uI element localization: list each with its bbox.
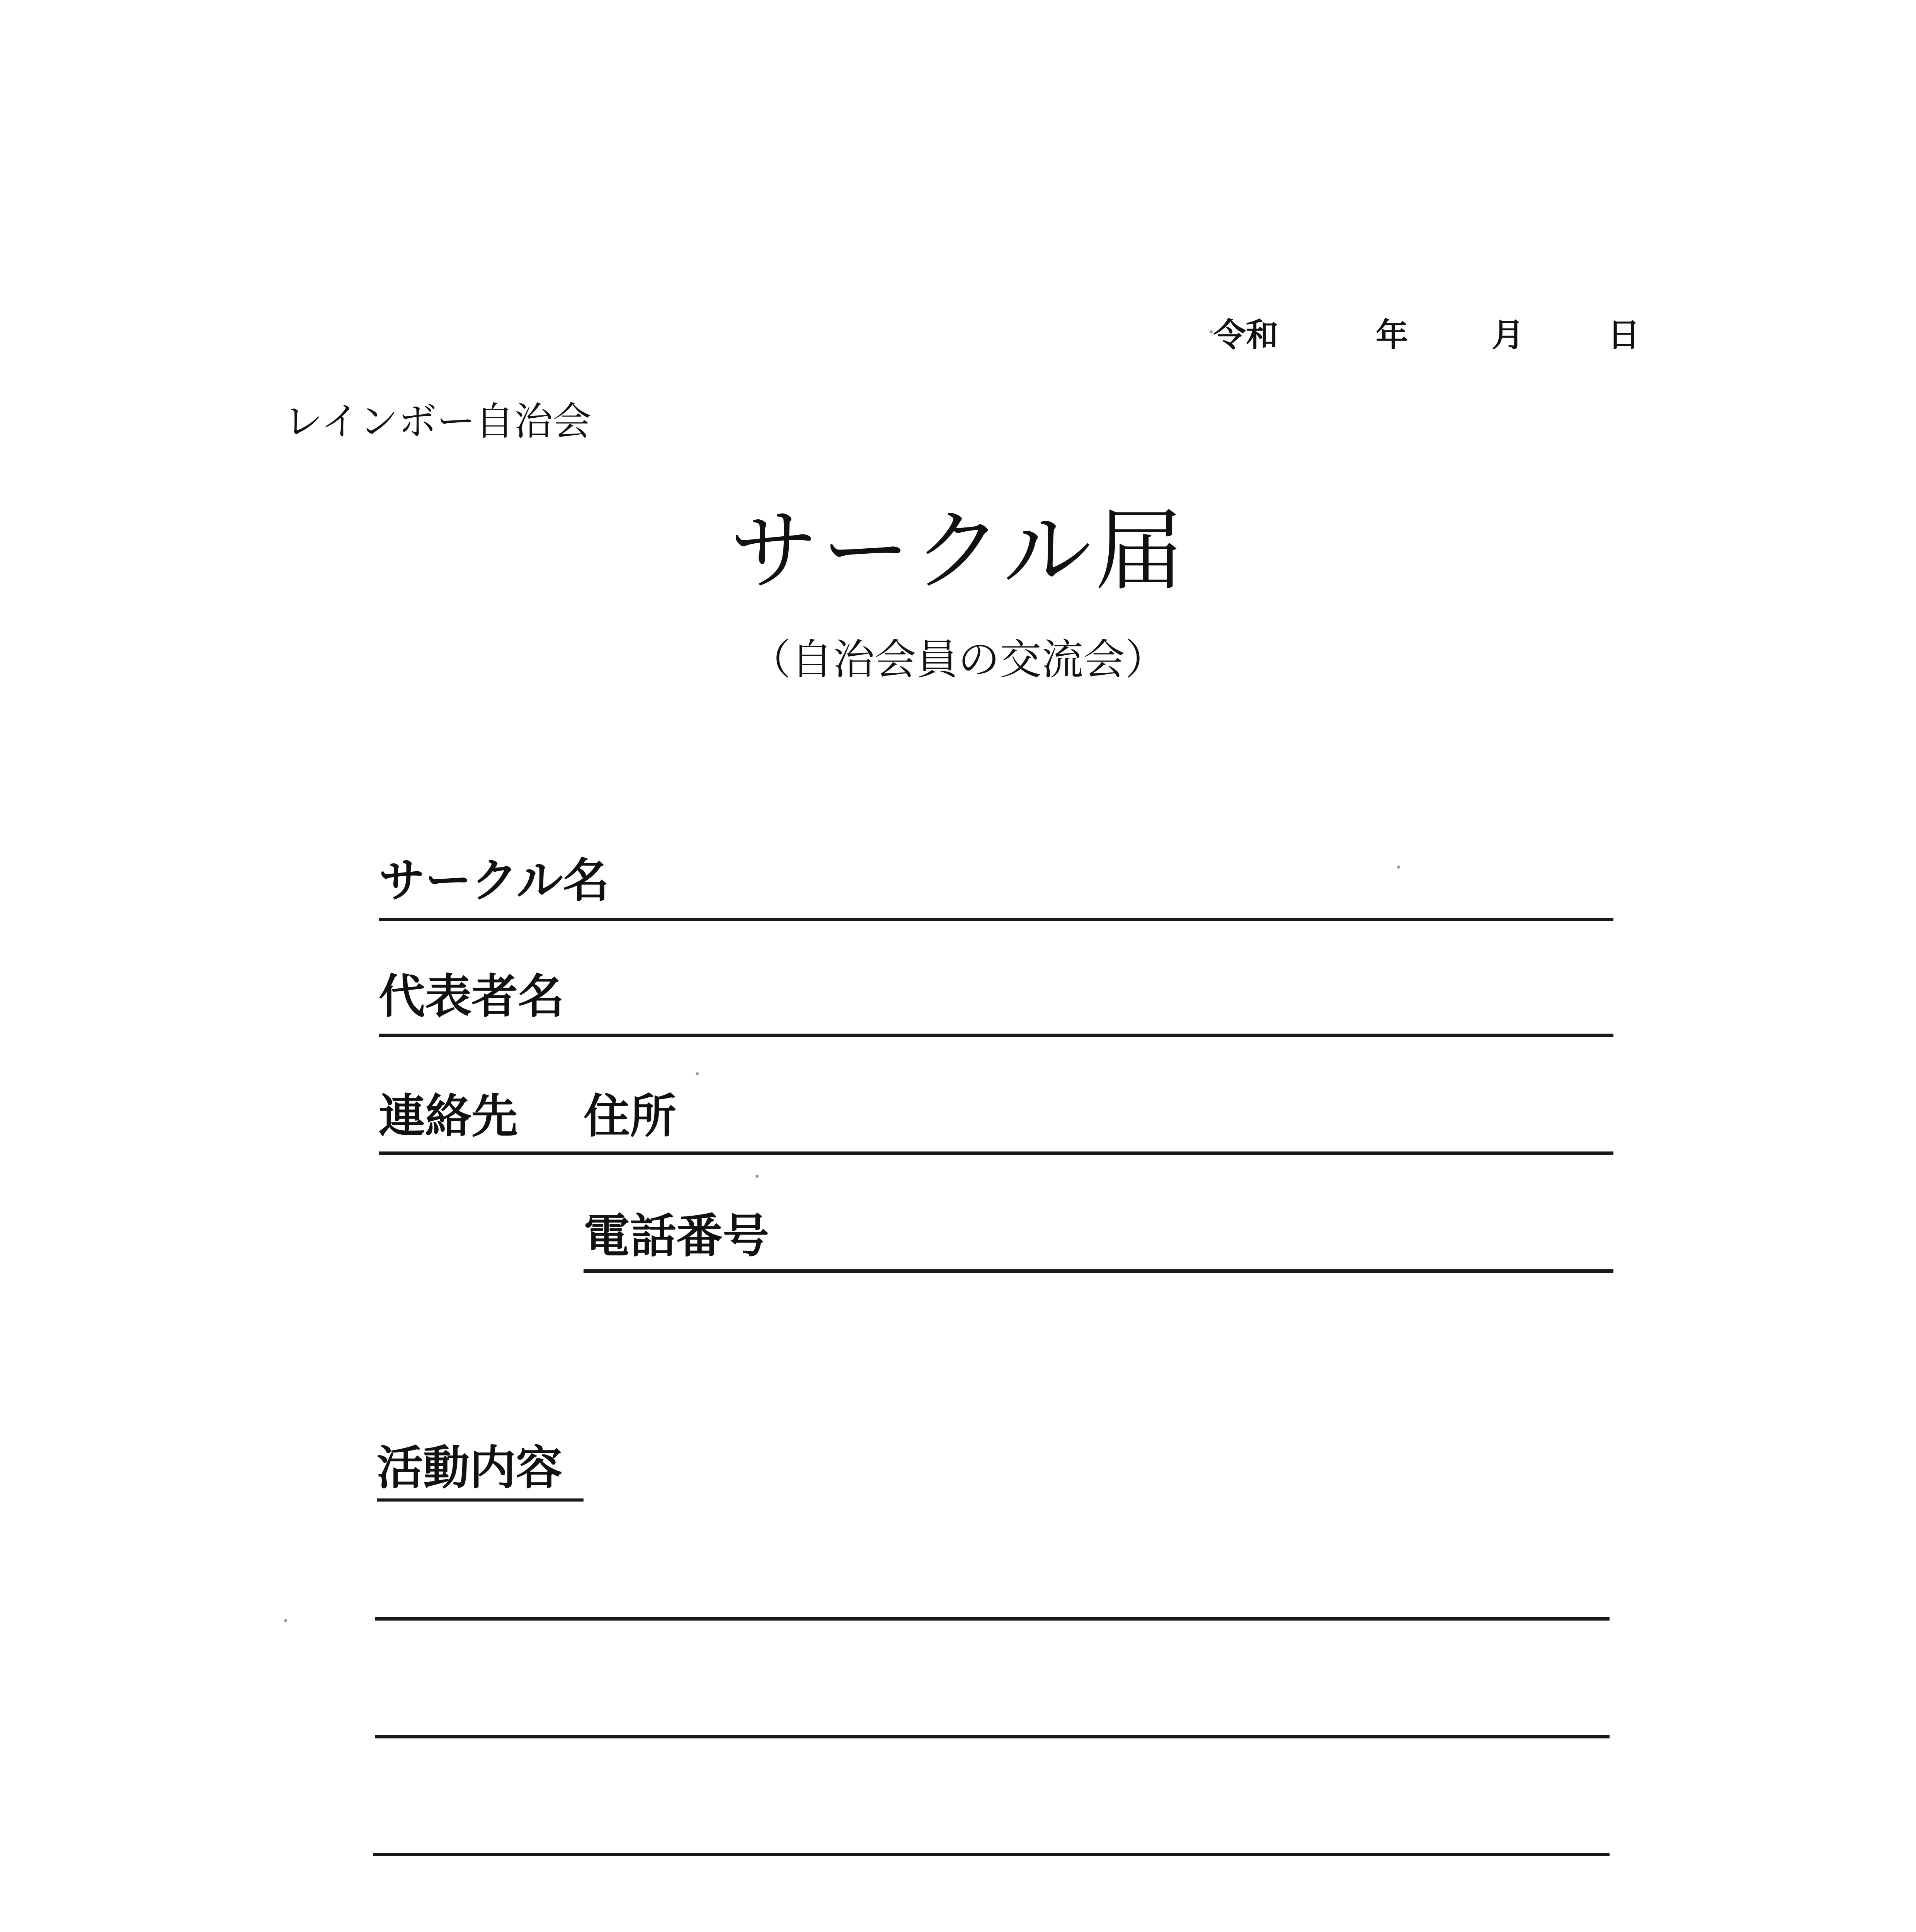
date-month: 月 xyxy=(1492,316,1525,354)
circle-name-label: サークル名 xyxy=(379,854,609,908)
address-label: 住所 xyxy=(584,1090,676,1143)
scan-speck xyxy=(1397,866,1400,869)
representative-line[interactable] xyxy=(379,1034,1613,1037)
date-era: 令和 xyxy=(1213,316,1279,354)
activity-line-3[interactable] xyxy=(373,1853,1610,1856)
activity-line-2[interactable] xyxy=(375,1735,1610,1738)
address-line[interactable] xyxy=(379,1151,1613,1155)
form-subtitle: （自治会員の交流会） xyxy=(749,636,1167,684)
activity-line-1[interactable] xyxy=(375,1617,1610,1621)
phone-label: 電話番号 xyxy=(584,1209,769,1263)
organization-name: レインボー自治会 xyxy=(284,399,591,444)
activity-label-underline xyxy=(377,1498,584,1502)
scan-speck xyxy=(756,1175,759,1178)
activity-label: 活動内容 xyxy=(377,1441,562,1495)
scan-speck xyxy=(1210,330,1213,333)
scan-speck xyxy=(696,1072,699,1075)
circle-name-line[interactable] xyxy=(379,918,1613,921)
contact-label: 連絡先 xyxy=(379,1090,518,1143)
date-year: 年 xyxy=(1376,316,1409,354)
scan-speck xyxy=(284,1619,287,1622)
phone-line[interactable] xyxy=(584,1269,1613,1273)
representative-label: 代表者名 xyxy=(379,970,564,1024)
header-date xyxy=(1213,309,1654,355)
date-day: 日 xyxy=(1608,316,1640,354)
form-title: サークル届 xyxy=(729,500,1187,603)
